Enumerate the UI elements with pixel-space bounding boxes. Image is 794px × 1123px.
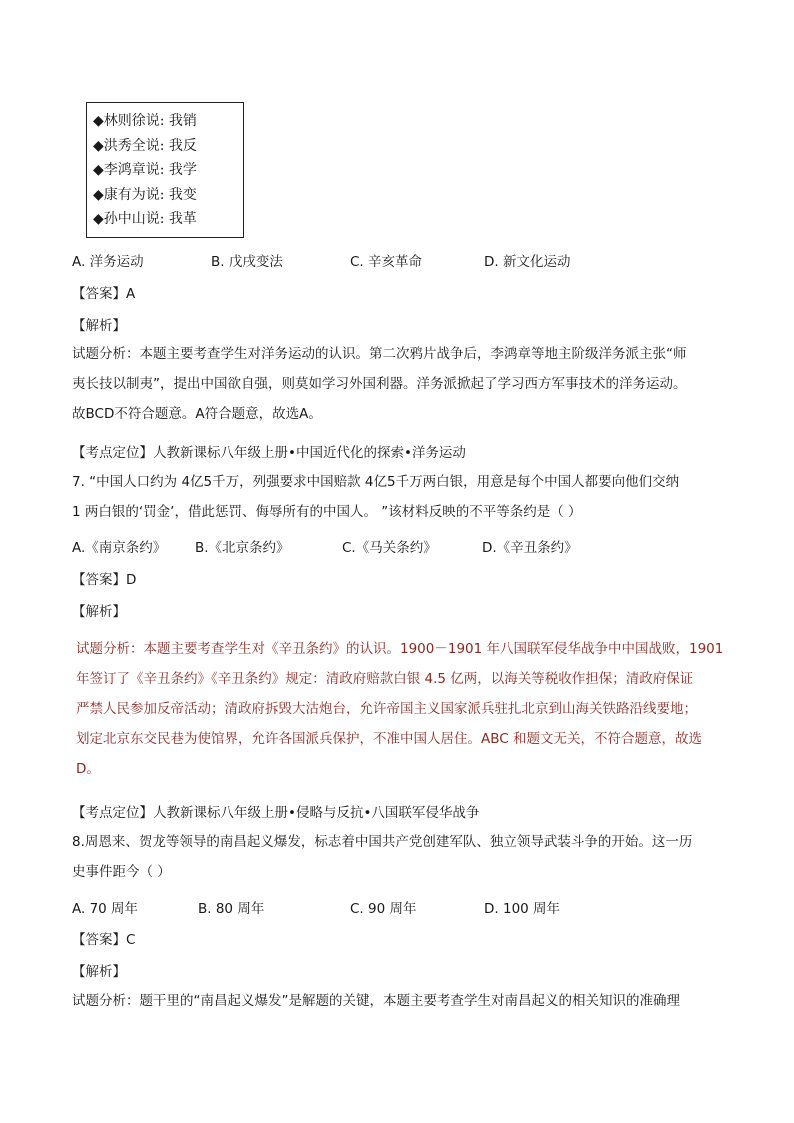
quote-box bbox=[86, 102, 244, 238]
option-b: B. 戊戌变法 bbox=[211, 254, 283, 270]
option-c: C.《马关条约》 bbox=[342, 540, 437, 556]
analysis-line: 划定北京东交民巷为使馆界，允许各国派兵保护，不准中国人居住。ABC 和题文无关，不符合题意，故选 bbox=[76, 731, 702, 747]
key-point: 【考点定位】人教新课标八年级上册•侵略与反抗•八国联军侵华战争 bbox=[72, 805, 480, 821]
analysis-label: 【解析】 bbox=[72, 604, 126, 620]
analysis-text bbox=[72, 339, 732, 429]
analysis-label: 【解析】 bbox=[72, 318, 126, 334]
option-b: B. 80 周年 bbox=[198, 901, 265, 917]
analysis-text bbox=[76, 634, 730, 784]
option-b: B.《北京条约》 bbox=[195, 540, 290, 556]
stem-line: 史事件距今（ ） bbox=[72, 864, 171, 880]
option-c: C. 90 周年 bbox=[350, 901, 417, 917]
analysis-line: 故BCD不符合题意。A符合题意，故选A。 bbox=[72, 406, 322, 422]
analysis-line: 严禁人民参加反帝活动；清政府拆毁大沽炮台，允许帝国主义国家派兵驻扎北京到山海关铁路沿线要地； bbox=[76, 701, 697, 717]
analysis-line: 试题分析：题干里的“南昌起义爆发”是解题的关键，本题主要考查学生对南昌起义的相关知识的准确理 bbox=[72, 993, 680, 1009]
analysis-line: 试题分析：本题主要考查学生对洋务运动的认识。第二次鸦片战争后，李鸿章等地主阶级洋务派主张“师 bbox=[72, 346, 687, 362]
quote-line: ◆林则徐说: 我销 bbox=[93, 113, 197, 129]
analysis-line: 试题分析：本题主要考查学生对《辛丑条约》的认识。1900－1901 年八国联军侵华战争中中国战败，1901 bbox=[76, 641, 724, 657]
answer: 【答案】A bbox=[72, 286, 136, 302]
option-d: D.《辛丑条约》 bbox=[482, 540, 578, 556]
analysis-line: 夷长技以制夷”，提出中国欲自强，则莫如学习外国利器。洋务派掀起了学习西方军事技术的洋务运动。 bbox=[72, 376, 687, 392]
question-7-stem bbox=[72, 467, 732, 527]
analysis-text bbox=[72, 986, 732, 1016]
stem-line: 7. “中国人口约为 4亿5千万，列强要求中国赔款 4亿5千万两白银，用意是每个中国人都要向他们交纳 bbox=[72, 474, 680, 490]
analysis-line: D。 bbox=[76, 761, 100, 777]
stem-line: 1 两白银的‘罚金’，借此惩罚、侮辱所有的中国人。 ”该材料反映的不平等条约是（ ） bbox=[72, 504, 582, 520]
quote-line: ◆洪秀全说: 我反 bbox=[93, 137, 197, 154]
answer: 【答案】D bbox=[72, 572, 137, 588]
stem-line: 8.周恩来、贺龙等领导的南昌起义爆发，标志着中国共产党创建军队、独立领导武装斗争的开始。这一历 bbox=[72, 834, 693, 850]
option-a: A. 70 周年 bbox=[72, 901, 139, 917]
option-a: A. 洋务运动 bbox=[72, 254, 144, 270]
option-a: A.《南京条约》 bbox=[72, 540, 167, 556]
option-c: C. 辛亥革命 bbox=[350, 254, 423, 270]
key-point: 【考点定位】人教新课标八年级上册•中国近代化的探索•洋务运动 bbox=[72, 445, 466, 461]
quote-line: ◆孙中山说: 我革 bbox=[93, 211, 197, 227]
quote-line: ◆李鸿章说: 我学 bbox=[93, 162, 197, 178]
analysis-label: 【解析】 bbox=[72, 964, 126, 980]
option-d: D. 100 周年 bbox=[484, 901, 561, 917]
quote-line: ◆康有为说: 我变 bbox=[93, 186, 197, 203]
option-d: D. 新文化运动 bbox=[484, 254, 571, 270]
answer: 【答案】C bbox=[72, 932, 136, 948]
question-8-stem bbox=[72, 827, 732, 887]
analysis-line: 年签订了《辛丑条约》《辛丑条约》规定：清政府赔款白银 4.5 亿两，以海关等税收作担保；清政府保证 bbox=[76, 671, 694, 687]
